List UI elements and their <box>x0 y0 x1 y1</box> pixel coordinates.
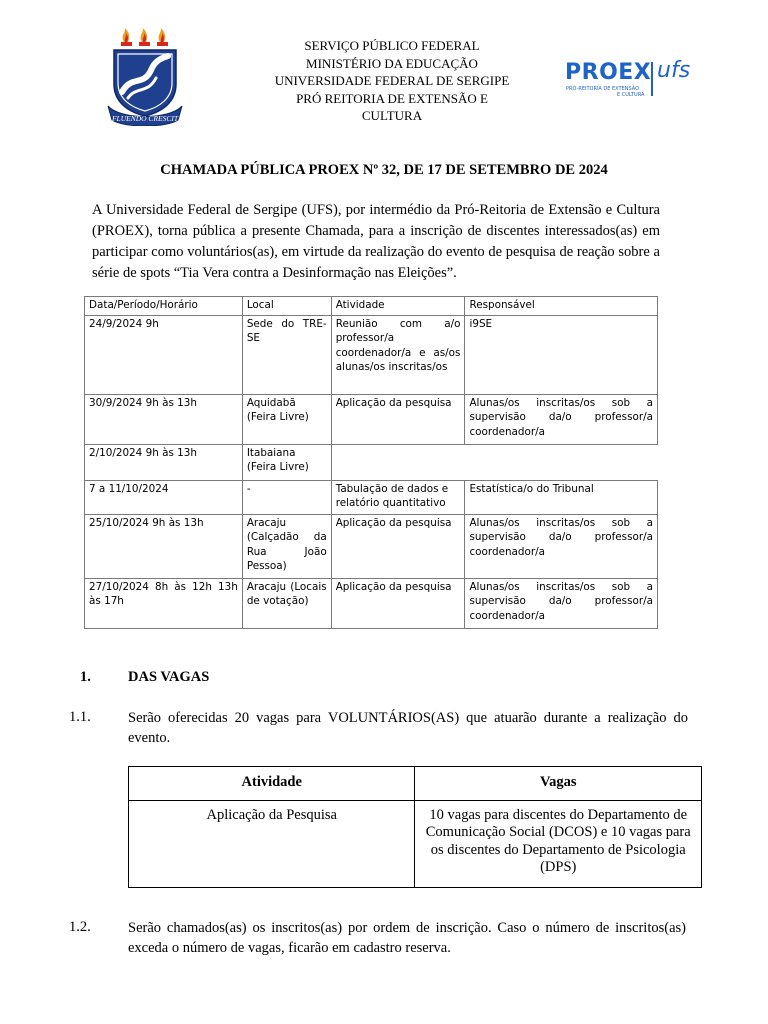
schedule-cell-data: 25/10/2024 9h às 13h <box>85 514 243 578</box>
header-line-5: CULTURA <box>361 108 423 123</box>
torch-right-icon <box>157 28 168 46</box>
schedule-cell-atividade: Tabulação de dados e relatório quantitativo <box>331 480 465 514</box>
torch-left-icon <box>121 28 132 46</box>
schedule-cell-atividade: Reunião com a/o professor/a coordenador/a e as/os alunas/os inscritas/os <box>331 315 465 394</box>
vagas-cell-atividade: Aplicação da Pesquisa <box>129 800 415 887</box>
vagas-row <box>129 800 702 887</box>
item-text: Serão oferecidas 20 vagas para VOLUNTÁRIOS(AS) que atuarão durante a realização do evento. <box>128 710 688 746</box>
torch-center-icon <box>139 28 150 46</box>
schedule-cell-local: Itabaiana (Feira Livre) <box>242 444 331 480</box>
schedule-cell-local: Sede do TRE-SE <box>242 315 331 394</box>
logo-divider <box>651 62 653 96</box>
schedule-header-row <box>85 297 658 316</box>
vagas-header-cell: Vagas <box>415 767 702 801</box>
schedule-row <box>85 394 658 444</box>
schedule-cell-atividade: Aplicação da pesquisa <box>331 578 465 628</box>
schedule-row <box>85 480 658 514</box>
header-line-4: PRÓ REITORIA DE EXTENSÃO E <box>296 90 488 106</box>
schedule-row <box>85 578 658 628</box>
vagas-header-row <box>129 767 702 801</box>
schedule-table <box>84 296 658 629</box>
header-line-3: UNIVERSIDADE FEDERAL DE SERGIPE <box>274 73 510 88</box>
ufs-emblem-logo <box>106 28 184 126</box>
intro-paragraph: A Universidade Federal de Sergipe (UFS), por intermédio da Pró-Reitoria de Extensão e Cultura (PROEX), torna pública a presente Chamada, para a inscrição de discentes interessados(as) em participar como voluntários(as), em virtude da realização do evento de pesquisa de reação sobre a série de spots “Tia Vera contra a Desinformação nas Eleições”. <box>92 202 660 281</box>
ufs-wordmark: ufs <box>657 58 691 83</box>
schedule-cell-responsavel: Alunas/os inscritas/os sob a supervisão da/o professor/a coordenador/a <box>465 514 658 578</box>
item-number: 1.1. <box>69 709 91 725</box>
schedule-row <box>85 514 658 578</box>
schedule-header-cell: Atividade <box>331 297 465 316</box>
schedule-cell-responsavel: Alunas/os inscritas/os sob a supervisão da/o professor/a coordenador/a <box>465 578 658 628</box>
header-line-2: MINISTÉRIO DA EDUCAÇÃO <box>306 55 478 71</box>
schedule-cell-data: 24/9/2024 9h <box>85 315 243 394</box>
item-text: Serão chamados(as) os inscritos(as) por ordem de inscrição. Caso o número de inscritos(as) exceda o número de vagas, ficarão em cadastro reserva. <box>128 920 686 956</box>
schedule-header-cell: Local <box>242 297 331 316</box>
schedule-cell-empty <box>331 444 657 480</box>
vagas-header-cell: Atividade <box>129 767 415 801</box>
proex-subtitle-2: E CULTURA <box>617 92 645 98</box>
schedule-cell-local: Aracaju (Locais de votação) <box>242 578 331 628</box>
schedule-row <box>85 315 658 394</box>
proex-ufs-logo <box>565 58 705 98</box>
schedule-cell-responsavel: Alunas/os inscritas/os sob a supervisão da/o professor/a coordenador/a <box>465 394 658 444</box>
section-number: 1. <box>80 669 91 685</box>
institution-header <box>262 37 522 125</box>
schedule-header-cell: Responsável <box>465 297 658 316</box>
proex-subtitle-1: PRÓ-REITORIA DE EXTENSÃO <box>566 86 640 92</box>
vagas-cell-vagas: 10 vagas para discentes do Departamento de Comunicação Social (DCOS) e 10 vagas para os discentes do Departamento de Psicologia (DPS) <box>415 800 702 887</box>
schedule-cell-atividade: Aplicação da pesquisa <box>331 514 465 578</box>
proex-wordmark: PROEX <box>565 60 652 85</box>
schedule-cell-responsavel: Estatística/o do Tribunal <box>465 480 658 514</box>
schedule-cell-data: 30/9/2024 9h às 13h <box>85 394 243 444</box>
ufs-motto: FLUENDO CRESCIT <box>111 114 179 123</box>
schedule-cell-data: 27/10/2024 8h às 12h 13h às 17h <box>85 578 243 628</box>
schedule-row <box>85 444 658 480</box>
schedule-cell-local: Aracaju (Calçadão da Rua João Pessoa) <box>242 514 331 578</box>
schedule-cell-local: - <box>242 480 331 514</box>
schedule-cell-data: 2/10/2024 9h às 13h <box>85 444 243 480</box>
schedule-cell-atividade: Aplicação da pesquisa <box>331 394 465 444</box>
item-number: 1.2. <box>69 919 91 935</box>
schedule-cell-local: Aquidabã (Feira Livre) <box>242 394 331 444</box>
schedule-header-cell: Data/Período/Horário <box>85 297 243 316</box>
schedule-cell-data: 7 a 11/10/2024 <box>85 480 243 514</box>
header-line-1: SERVIÇO PÚBLICO FEDERAL <box>304 38 480 53</box>
section-title: DAS VAGAS <box>128 669 210 685</box>
vagas-table <box>128 766 702 888</box>
document-title: CHAMADA PÚBLICA PROEX Nº 32, DE 17 DE SETEMBRO DE 2024 <box>160 162 608 178</box>
schedule-cell-responsavel: i9SE <box>465 315 658 394</box>
